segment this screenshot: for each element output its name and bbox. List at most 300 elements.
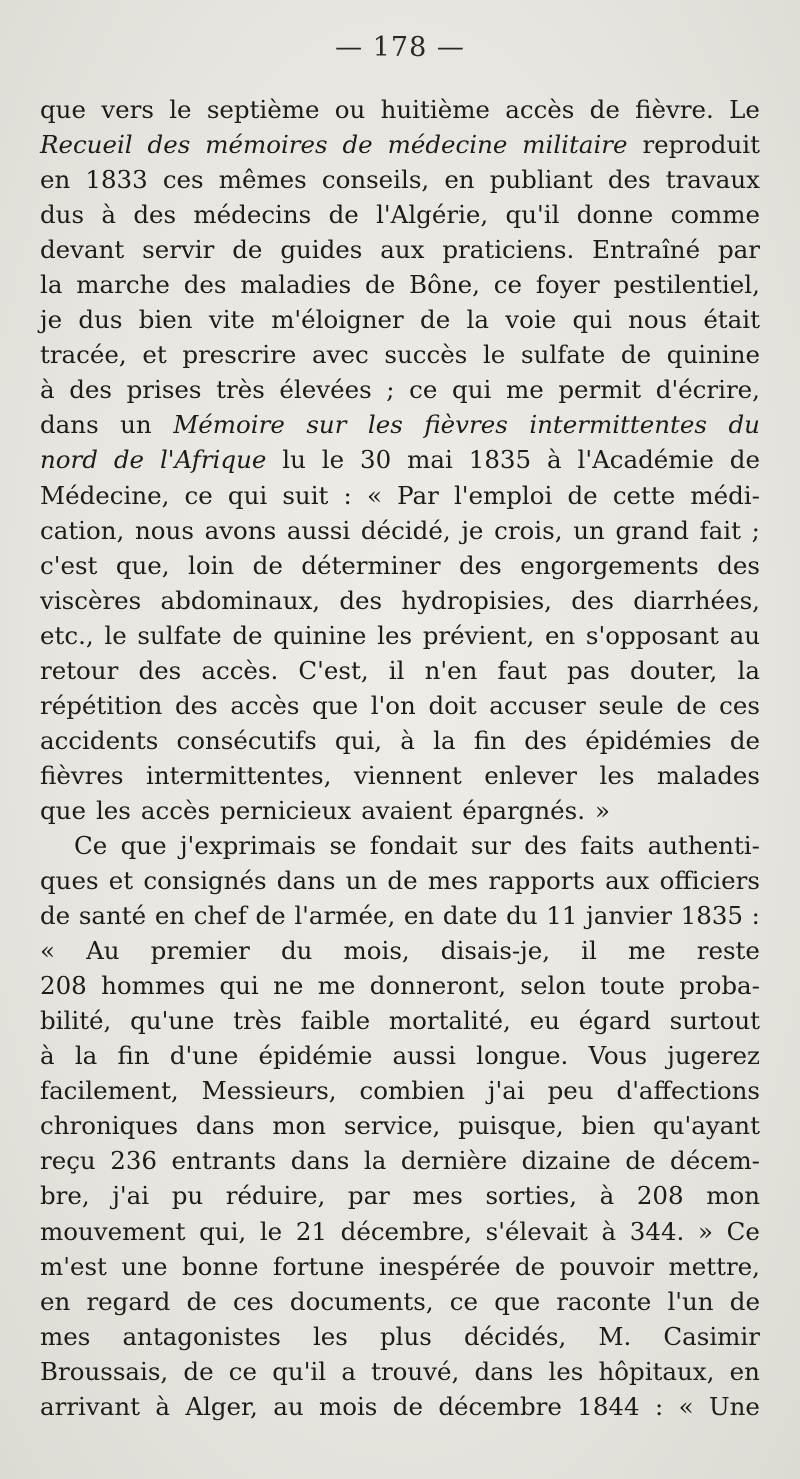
text-line [40,1284,760,1319]
word: j'ai [487,1076,525,1106]
word: 1833 [85,165,148,195]
word: j'exprimais [179,830,317,860]
word: dans [276,866,336,896]
word: l'armée, [294,901,396,931]
word: Vous [588,1041,648,1071]
word: les [599,760,635,790]
word: septième [206,95,320,124]
text-line [40,372,760,407]
word: intermittentes, [145,760,332,790]
word: mortalité, [388,1006,511,1036]
word: il [388,655,405,685]
text-line [40,162,760,197]
word: réduire, [225,1181,326,1211]
word: s'élevait [485,1216,588,1246]
word: combien [359,1076,465,1106]
word: mes [427,866,479,896]
word: à [40,1041,55,1071]
word: cation, [40,515,125,545]
word: de [620,340,652,370]
word: sorties, [485,1181,578,1211]
word: disais-je, [440,936,551,966]
word: élevées [279,375,372,405]
text-line [40,793,760,828]
word: que [40,95,86,124]
word: hommes [101,971,206,1001]
word: mai [407,445,453,475]
word: rapports [488,866,595,896]
word: guides [280,235,363,265]
word: de [183,1356,214,1386]
word: vite [208,305,255,335]
word: ; [386,375,395,405]
word: travaux [665,165,760,195]
word: reste [696,936,760,966]
word: 208 [40,971,87,1001]
word: en [544,620,576,650]
word: voie [505,305,557,335]
word: lu [282,445,306,475]
word: dans [195,1111,255,1141]
word: engorgements [520,550,699,580]
word: que [494,1286,541,1316]
word: 236 [110,1146,158,1176]
word: de [232,235,263,265]
text-line [40,653,760,688]
text-line [40,1354,760,1389]
word: qui [219,971,259,1001]
word: du [728,410,760,440]
word: n'en [424,655,478,685]
word: abdominaux, [160,585,321,615]
body-text [40,92,760,1424]
word: de [113,445,145,475]
word: je [461,515,484,545]
word: épidémies [585,725,712,755]
word: des [147,130,191,160]
word: toute [600,971,665,1001]
word: qu'il [505,200,560,230]
word: praticiens. [442,235,575,265]
word: décidé, [360,515,451,545]
word: qui, [334,725,383,755]
word: le [104,620,127,650]
word: la [737,655,760,685]
word: par [347,1181,390,1211]
word: mon [706,1181,760,1211]
word: de [676,690,707,720]
word: publiant [489,165,593,195]
word: m'éloigner [271,305,404,335]
word: du [280,936,313,966]
word: l'Afrique [159,445,267,475]
word: sur [470,830,511,860]
text-line [40,1319,760,1354]
word: était [703,305,760,335]
word: du [506,901,538,931]
word: sur [306,410,347,440]
word: Broussais, [40,1356,169,1386]
word: à [155,1391,170,1421]
word: M. [598,1321,632,1351]
word: accuser [489,690,586,720]
word: en [40,1286,71,1316]
word: sulfate [521,340,606,370]
word: l'Algérie, [376,200,489,230]
word: répétition [40,690,163,720]
word: : [343,480,352,510]
word: fondait [369,830,458,860]
word: très [216,375,265,405]
word: ce [493,270,522,300]
text-line [40,1214,760,1249]
word: qu'il [272,1356,327,1386]
word: authenti- [647,830,760,860]
word: décembre, [340,1216,472,1246]
word: malades [656,760,760,790]
word: de [514,1251,546,1281]
word: marche [76,270,170,300]
word: la [433,725,456,755]
word: nous [135,515,194,545]
word: me [627,936,666,966]
word: à [40,375,55,405]
word: l'on [370,690,416,720]
word: des [138,655,182,685]
word: Entraîné [592,235,701,265]
word: succès [384,340,468,370]
word: de [387,866,418,896]
word: décembre [438,1391,562,1421]
word: des [607,165,651,195]
word: Ce [74,830,108,860]
word: accès [230,690,300,720]
word: : [654,1391,664,1421]
word: chef [193,901,247,931]
word: très [233,1006,282,1036]
word: bre, [40,1181,90,1211]
word: d'une [169,1041,239,1071]
word: de [40,901,71,931]
word: vers [101,95,154,124]
word: qui [227,480,268,510]
word: pas [566,655,610,685]
word: en [154,901,186,931]
word: faible [300,1006,371,1036]
word: hydropisies, [401,585,552,615]
word: prévient, [422,620,535,650]
word: de [420,305,451,335]
word: viennent [353,760,462,790]
word: une [121,1251,168,1281]
word: décidés, [464,1321,567,1351]
word: les [312,1321,348,1351]
word: des [571,585,614,615]
word: aussi [286,515,351,545]
word: dans [290,1146,350,1176]
word: un [120,410,152,440]
word: selon [520,971,586,1001]
word: mémoires [205,130,328,160]
word: jugerez [667,1041,760,1071]
word: les [95,795,131,825]
word: des [524,830,568,860]
word: accès [505,95,575,124]
word: 30 [360,445,392,475]
word: « [678,1391,694,1421]
word: épargnés. [462,795,586,825]
word: facilement, [40,1076,179,1106]
word: à [601,1216,617,1246]
word: de [625,1146,656,1176]
text-line [40,127,760,162]
word: bien [138,305,193,335]
word: reproduit [642,130,760,160]
word: la [74,1041,98,1071]
word: janvier [586,901,672,931]
word: viscères [40,585,142,615]
word: l'emploi [453,480,553,510]
word: mes [40,1321,91,1351]
word: ces [162,165,204,195]
word: doit [428,690,477,720]
text-line [40,1108,760,1143]
word: Ce [726,1216,760,1246]
word: antagonistes [122,1321,281,1351]
text-line [40,968,760,1003]
word: de [589,95,620,124]
word: ou [334,95,366,124]
word: des [717,550,760,580]
word: Casimir [663,1321,760,1351]
word: il [581,936,597,966]
text-line [40,1143,760,1178]
word: devant [40,235,125,265]
word: qu'une [130,1006,215,1036]
word: à [547,445,562,475]
word: » [698,1216,713,1246]
word: des [183,270,227,300]
word: fièvres [40,760,124,790]
word: santé [78,901,147,931]
word: fièvre. [635,95,714,124]
word: comme [670,200,760,230]
word: officiers [659,866,760,896]
word: mes [412,1181,463,1211]
word: dus [40,200,85,230]
word: bonne [181,1251,259,1281]
word: ques [40,866,99,896]
word: 1844 [577,1391,640,1421]
word: consécutifs [176,725,317,755]
text-line [40,688,760,723]
word: ce [184,480,213,510]
word: avaient [361,795,453,825]
word: reçu [40,1146,96,1176]
text-line [40,302,760,337]
word: 344. [629,1216,685,1246]
text-line [40,863,760,898]
word: maladies [240,270,352,300]
word: je [40,305,63,335]
word: conseils, [321,165,430,195]
word: fièvres [424,410,508,440]
word: accès. [201,655,279,685]
text-line [40,232,760,267]
word: ces [719,690,760,720]
word: j'ai [112,1181,150,1211]
word: un [573,515,605,545]
word: ce [409,375,438,405]
word: documents, [289,1286,434,1316]
word: ce [228,1356,258,1386]
word: avons [204,515,277,545]
word: Par [397,480,439,510]
word: qui, [199,1216,247,1246]
word: 1835 [680,901,743,931]
text-line [40,828,760,863]
word: pu [171,1181,204,1211]
word: de [328,200,359,230]
word: égard [578,1006,651,1036]
word: bien [581,1111,636,1141]
word: de [567,480,598,510]
word: nous [628,305,688,335]
word: médecine [387,130,508,160]
word: Bône, [409,270,480,300]
word: ne [273,971,304,1001]
word: Messieurs, [201,1076,337,1106]
word: mois [318,1391,378,1421]
word: « [366,480,382,510]
word: médi- [690,480,760,510]
word: quinine [273,620,367,650]
word: mon [272,1111,327,1141]
word: » [595,795,611,825]
word: 208 [636,1181,684,1211]
text-line [40,337,760,372]
word: en [729,1356,760,1386]
text-line [40,197,760,232]
word: hôpitaux, [598,1356,715,1386]
word: a [341,1356,356,1386]
word: suit [282,480,329,510]
word: bilité, [40,1006,112,1036]
word: décem- [670,1146,760,1176]
word: ce [449,1286,478,1316]
text-line [40,1003,760,1038]
word: de [186,1286,217,1316]
word: que [120,830,167,860]
text-line [40,1249,760,1284]
word: d'affections [616,1076,760,1106]
text-line [40,92,760,127]
word: avec [312,340,369,370]
word: de [392,1391,423,1421]
word: des [133,200,177,230]
word: retour [40,655,119,685]
word: Une [708,1391,760,1421]
word: faits [580,830,635,860]
word: Alger, [185,1391,258,1421]
word: regard [86,1286,171,1316]
word: de [342,130,373,160]
word: premier [150,936,250,966]
word: les [367,410,403,440]
word: aux [605,866,650,896]
text-line [40,898,760,933]
text-line [40,723,760,758]
word: tracée, [40,340,127,370]
word: 11 [546,901,578,931]
word: que, [115,550,170,580]
word: au [273,1391,304,1421]
word: dus [78,305,123,335]
word: m'est [40,1251,107,1281]
word: et [142,340,167,370]
word: un [345,866,378,896]
word: surtout [669,1006,760,1036]
word: de [729,445,760,475]
word: ; [751,515,760,545]
word: la [40,270,63,300]
word: donne [576,200,654,230]
word: aux [380,235,425,265]
word: le [169,95,192,124]
word: raconte [556,1286,652,1316]
word: aussi [392,1041,456,1071]
word: prescrire [182,340,297,370]
word: épidémie [258,1041,373,1071]
word: longue. [476,1041,569,1071]
word: que [312,690,359,720]
word: des [524,725,567,755]
word: d'écrire, [655,375,760,405]
word: le [482,340,506,370]
text-line [40,758,760,793]
word: : [751,901,760,931]
word: de [729,1286,760,1316]
word: date [442,901,498,931]
word: médecins [193,200,312,230]
word: les [377,620,413,650]
page-number: — 178 — [335,32,465,63]
word: déterminer [301,550,441,580]
word: militaire [522,130,628,160]
word: etc., [40,620,94,650]
word: faut [497,655,547,685]
word: Au [86,936,120,966]
word: la [466,305,489,335]
word: que [40,795,86,825]
word: en [40,165,71,195]
word: accès [140,795,211,825]
word: par [717,235,760,265]
word: se [329,830,357,860]
word: la [363,1146,387,1176]
word: dizaine [521,1146,611,1176]
word: ces [232,1286,274,1316]
word: prises [126,375,202,405]
text-line [40,1073,760,1108]
word: en [444,165,475,195]
text-line [40,267,760,302]
word: 1835 [468,445,532,475]
word: 21 [295,1216,328,1246]
word: pestilentiel, [613,270,760,300]
word: c'est [40,550,98,580]
word: et [108,866,134,896]
